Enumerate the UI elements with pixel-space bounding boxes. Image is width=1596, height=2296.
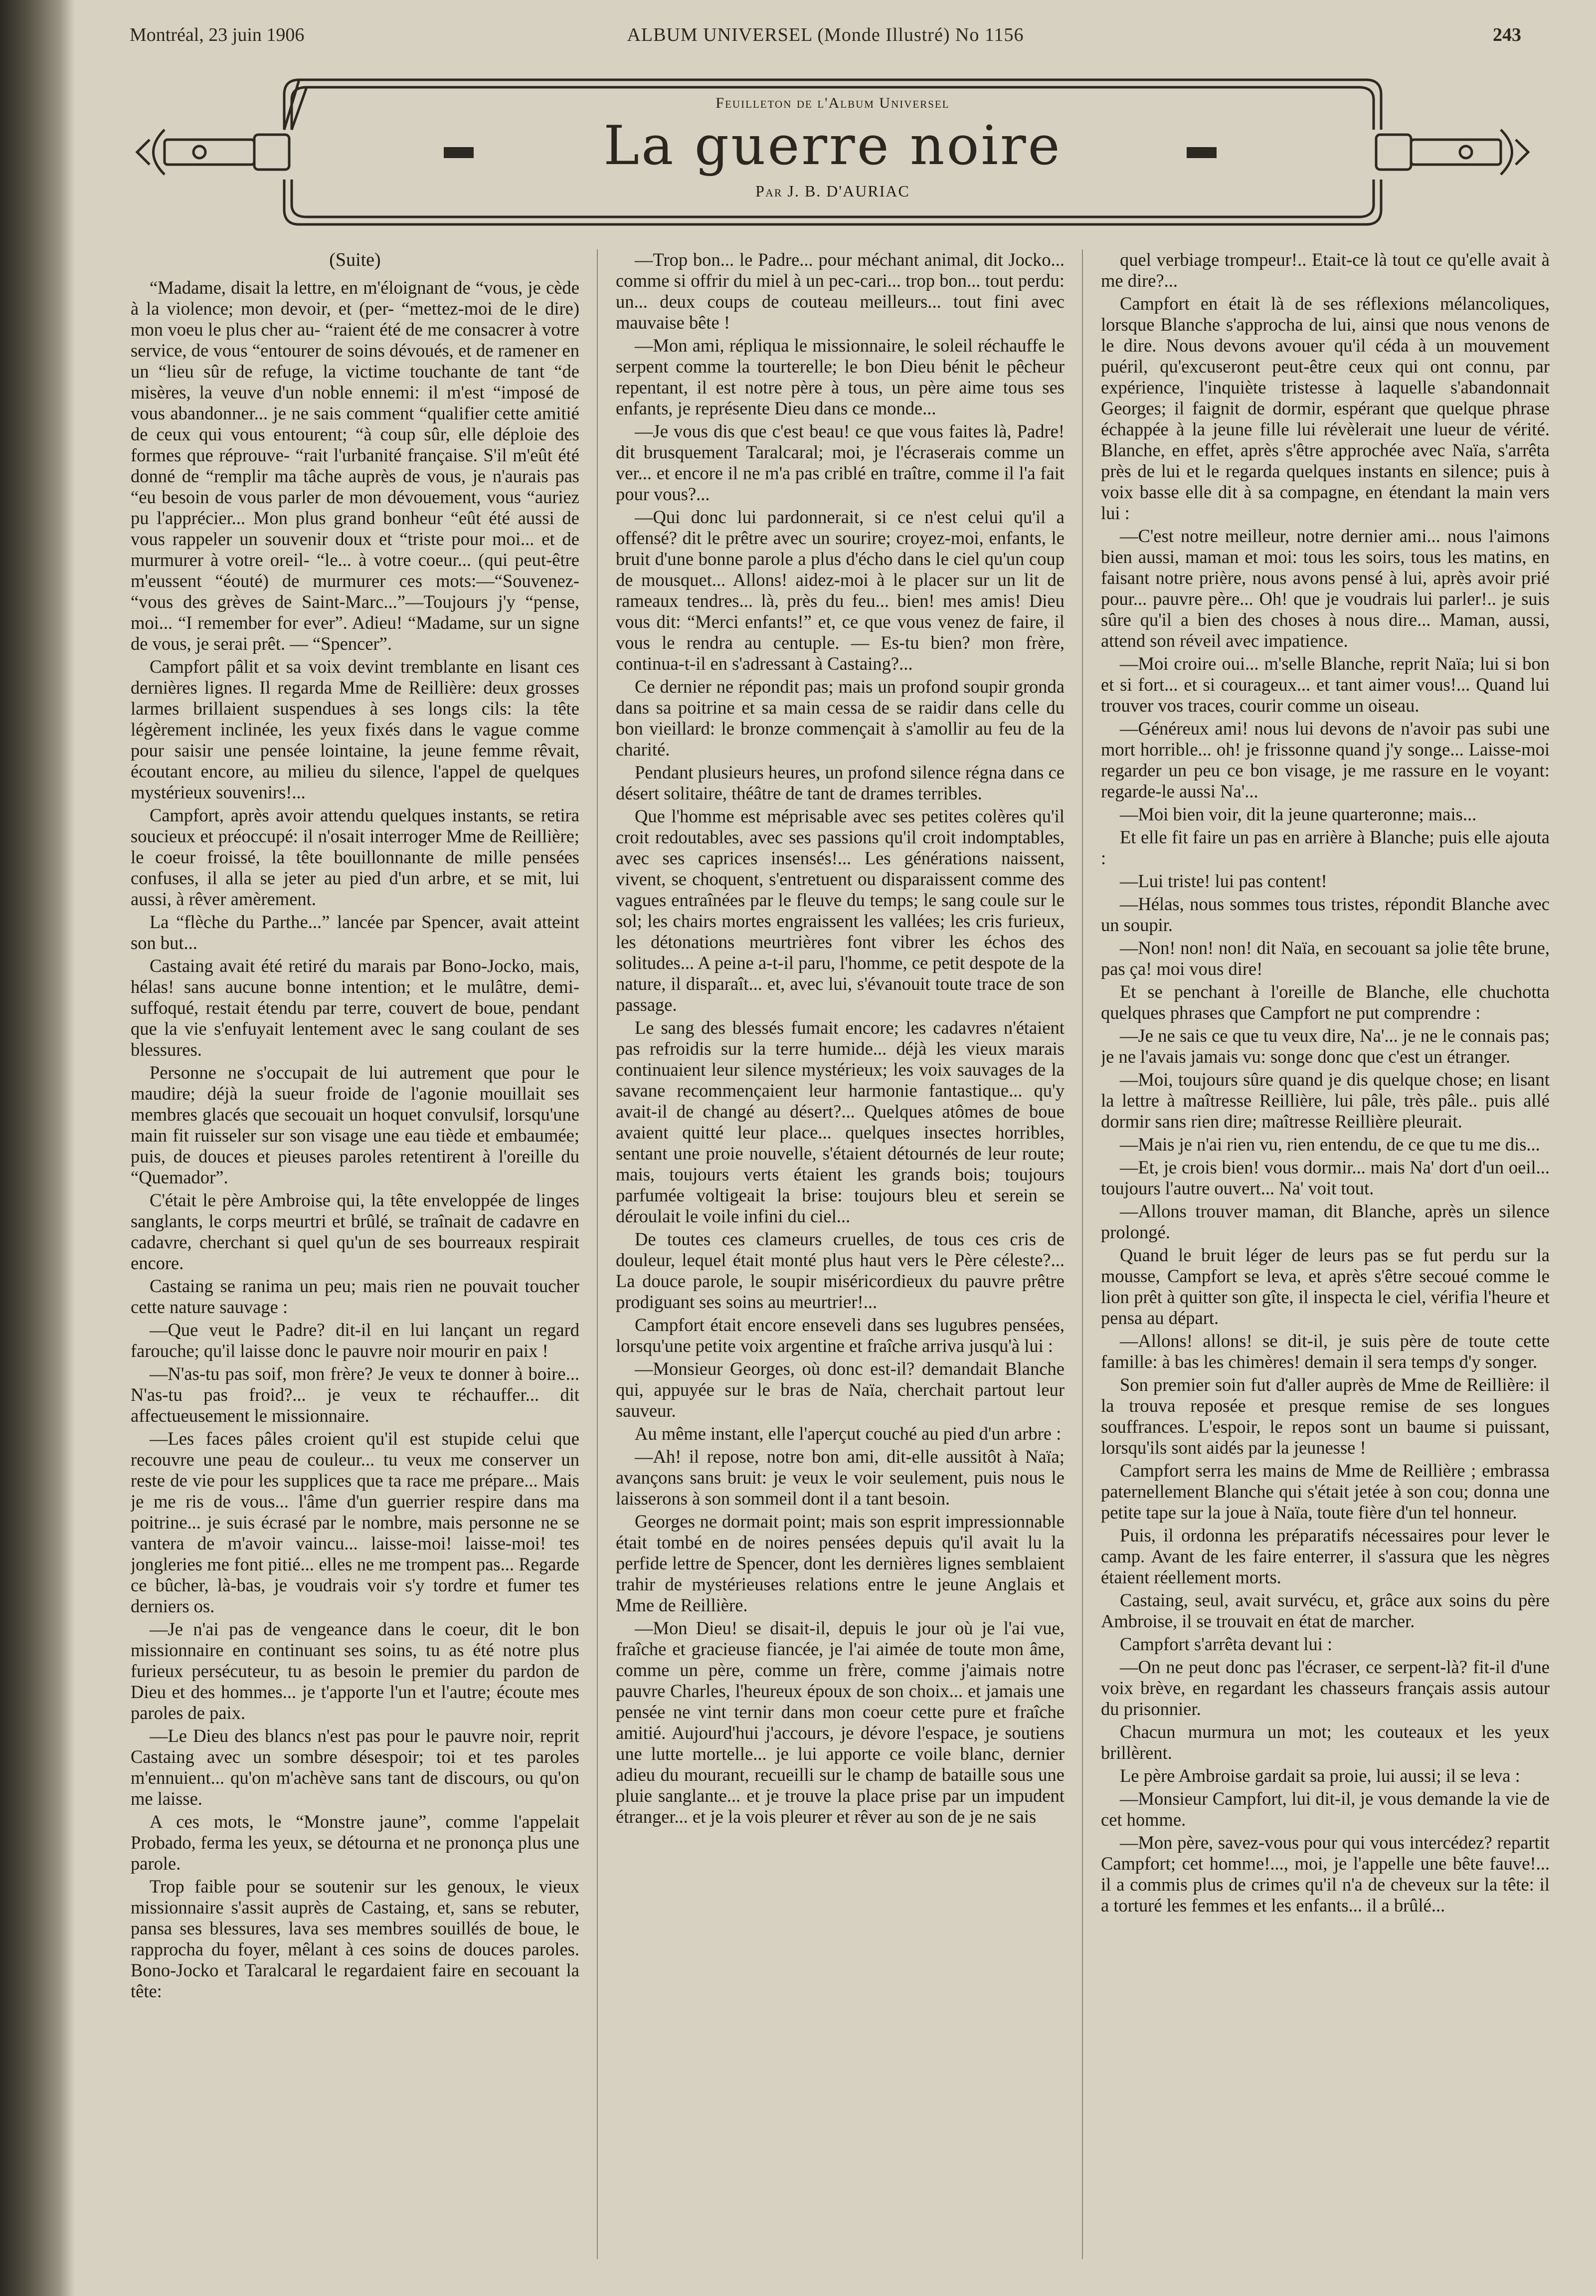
- paragraph: —Mon ami, répliqua le missionnaire, le soleil réchauffe le serpent comme la tourterelle; le bon Dieu bénit le pêcheur repentant, il est notre père à tous, un père aime tous ses enfants, je représente Dieu dans ce monde...: [616, 335, 1064, 418]
- binding-shadow: [0, 0, 75, 2296]
- paragraph: —Non! non! non! dit Naïa, en secouant sa jolie tête brune, pas ça! moi vous dire!: [1101, 938, 1550, 979]
- paragraph: Ce dernier ne répondit pas; mais un profond soupir gronda dans sa poitrine et sa main cessa de se raidir dans celle du bon vieillard: le bronze commençait à s'amollir au feu de la charité.: [616, 676, 1064, 760]
- paragraph: —Monsieur Campfort, lui dit-il, je vous demande la vie de cet homme.: [1101, 1788, 1550, 1830]
- paragraph: —Les faces pâles croient qu'il est stupide celui que recouvre une peau de couleur... tu veux me conserver un reste de vie pour les supplices que ta race me prépare... Mais je me ris de vous... l'âme d'un guerrier respire dans ma poitrine... je suis écrasé par le nombre, mais personne ne se vantera de m'avoir vaincu... laisse-moi! laisse-moi! tes jongleries me font pitié... elles ne me trompent pas... Regarde ce bûcher, là-bas, je voudrais voir s'y tordre et fumer tes derniers os.: [131, 1428, 579, 1616]
- paragraph: —C'est notre meilleur, notre dernier ami... nous l'aimons bien aussi, maman et moi: tous les soirs, tous les matins, en faisant notre prière, nous avons pensé à lui, après avoir prié pour... pauvre père... Oh! que je voudrais lui parler!.. je suis sûre qu'il a bien des choses à nous dire... Maman, aussi, attend son réveil avec impatience.: [1101, 526, 1550, 651]
- paragraph: —Trop bon... le Padre... pour méchant animal, dit Jocko... comme si offrir du miel à un pec-cari... trop bon... tout perdu: un... deux coups de couteau meilleurs... tout fini avec mauvaise bête !: [616, 249, 1064, 333]
- paragraph: —Je n'ai pas de vengeance dans le coeur, dit le bon missionnaire en continuant ses soins, tu as été notre plus furieux persécuteur, tu as besoin le premier du pardon de Dieu et des hommes... je t'apporte l'un et l'autre; écoute mes paroles de paix.: [131, 1619, 579, 1723]
- paragraph: —Je vous dis que c'est beau! ce que vous faites là, Padre! dit brusquement Taralcaral; moi, je l'écraserais comme un ver... et encore il ne m'a pas criblé en traître, comme il l'a fait pour vous?...: [616, 421, 1064, 504]
- paragraph: —Généreux ami! nous lui devons de n'avoir pas subi une mort horrible... oh! je frissonne quand j'y songe... Laisse-moi regarder un peu ce bon visage, je me rassure en le voyant: regarde-le aussi Na'...: [1101, 718, 1550, 801]
- column-2: [616, 249, 1064, 2259]
- paragraph: —Allons trouver maman, dit Blanche, après un silence prolongé.: [1101, 1201, 1550, 1242]
- paragraph: Personne ne s'occupait de lui autrement que pour le maudire; déjà la sueur froide de l'agonie mouillait ses membres glacés que secouait un hoquet convulsif, lorsqu'une main fit ruisseler sur son visage une eau tiède et embaumée; puis, de douces et pieuses paroles retentirent à l'oreille du “Quemador”.: [131, 1062, 579, 1187]
- suite-marker: (Suite): [329, 249, 381, 270]
- paragraph: —Mon père, savez-vous pour qui vous intercédez? repartit Campfort; cet homme!..., moi, je l'appelle une bête fauve!... il a commis plus de crimes qu'il n'a de cheveux sur la tête: il a torturé les femmes et les enfants... il a brûlé...: [1101, 1832, 1550, 1915]
- running-head: [130, 24, 1521, 59]
- paragraph: Chacun murmura un mot; les couteaux et les yeux brillèrent.: [1101, 1722, 1550, 1763]
- paragraph: Campfort serra les mains de Mme de Reillière ; embrassa paternellement Blanche qui s'était jetée à son cou; donna une petite tape sur la joue à Naïa, toute fière d'un tel honneur.: [1101, 1460, 1550, 1523]
- paragraph: Campfort était encore enseveli dans ses lugubres pensées, lorsqu'une petite voix argentine et fraîche arriva jusqu'à lui :: [616, 1315, 1064, 1356]
- publication-title: ALBUM UNIVERSEL (Monde Illustré) No 1156: [627, 24, 1024, 45]
- page-number: 243: [1493, 24, 1521, 45]
- paragraph: —Le Dieu des blancs n'est pas pour le pauvre noir, reprit Castaing avec un sombre désespoir; toi et tes paroles m'ennuient... qu'on m'achève sans tant de discours, ou qu'on me laisse.: [131, 1725, 579, 1809]
- paragraph: C'était le père Ambroise qui, la tête enveloppée de linges sanglants, le corps meurtri et brûlé, se traînait de cadavre en cadavre, cherchant si quel qu'un de ses bourreaux respirait encore.: [131, 1190, 579, 1273]
- text-columns: [131, 249, 1550, 2259]
- column-rule: [597, 249, 598, 2259]
- paragraph: Campfort, après avoir attendu quelques instants, se retira soucieux et préoccupé: il n'osait interroger Mme de Reillière; le coeur froissé, la tête bouillonnante de mille pensées confuses, il alla se jeter au pied d'un arbre, et se mit, lui aussi, à rêver amèrement.: [131, 805, 579, 909]
- paragraph: —Lui triste! lui pas content!: [1120, 871, 1327, 891]
- paragraph: La “flèche du Parthe...” lancée par Spencer, avait atteint son but...: [131, 912, 579, 953]
- paragraph: —Qui donc lui pardonnerait, si ce n'est celui qu'il a offensé? dit le prêtre avec un sourire; croyez-moi, enfants, le bruit d'une bonne parole a plus d'écho dans le ciel qu'un coup de mousquet... Allons! aidez-moi à le placer sur un lit de rameaux tendres... là, près du feu... bien! mes amis! Dieu vous dit: “Merci enfants!” et, ce que vous venez de faire, il vous le rendra au centuple. — Es-tu bien? mon frère, continua-t-il en s'adressant à Castaing?...: [616, 507, 1064, 674]
- paragraph: Castaing avait été retiré du marais par Bono-Jocko, mais, hélas! sans aucune bonne intention; et le mulâtre, demi-suffoqué, restait étendu par terre, couvert de boue, pendant que la vie s'enfuyait lentement avec le sang coulant de ses blessures.: [131, 956, 579, 1060]
- paragraph: —Je ne sais ce que tu veux dire, Na'... je ne le connais pas; je ne l'avais jamais vu: songe donc que c'est un étranger.: [1101, 1025, 1550, 1067]
- paragraph: “Madame, disait la lettre, en m'éloignant de “vous, je cède à la violence; mon devoir, et (per- “mettez-moi de le dire) mon voeu le plus cher au- “raient été de me consacrer à votre service, de vous “entourer de soins dévoués, et de ramener en un “lieu sûr de refuge, la victime touchante de tant “de misères, la veuve d'un noble ennemi: il m'est “imposé de vous abandonner... je ne sais comment “qualifier cette amitié de ceux qui vous entourent; “à coup sûr, elle déploie des formes que réprouve- “rait l'urbanité française. S'il m'eût été donné de “remplir ma tâche auprès de vous, je n'aurais pas “eu besoin de vous parler de mon dévouement, vous “auriez pu l'apprécier... Mon plus grand bonheur “eût été aussi de vous rappeler un souvenir doux et “triste pour moi... et de murmurer à votre oreil- “le... à votre coeur... (qui peut-être m'eussent “éouté) de murmurer ces mots:—“Souvenez- “vous des grèves de Saint-Marc...”—Toujours j'y “pense, moi... “I remember for ever”. Adieu! “Madame, sur un signe de vous, je serai prêt. — “Spencer”.: [131, 277, 579, 654]
- issue-date: Montréal, 23 juin 1906: [130, 24, 305, 45]
- paragraph: De toutes ces clameurs cruelles, de tous ces cris de douleur, lequel était monté plus haut vers le Père céleste?... La douce parole, le soupir miséricordieux du pauvre prêtre prodiguant ses soins au meurtrier!...: [616, 1229, 1064, 1312]
- paragraph: Puis, il ordonna les préparatifs nécessaires pour lever le camp. Avant de les faire enterrer, il s'assura que les nègres étaient réellement morts.: [1101, 1525, 1550, 1587]
- column-rule: [1082, 249, 1083, 2259]
- paragraph: Son premier soin fut d'aller auprès de Mme de Reillière: il la trouva reposée et presque remise de ses longues souffrances. L'espoir, le repos sont un baume si puissant, lorsqu'ils sont aidés par la jeunesse !: [1101, 1374, 1550, 1458]
- paragraph: Pendant plusieurs heures, un profond silence régna dans ce désert solitaire, théâtre de tant de drames terribles.: [616, 762, 1064, 803]
- feuilleton-kicker: Feuilleton de l'Album Universel: [715, 95, 950, 111]
- paragraph: Trop faible pour se soutenir sur les genoux, le vieux missionnaire s'assit auprès de Castaing, et, sans se rebuter, pansa ses blessures, lava ses membres souillés de boue, le rapprocha du foyer, mêlant à ces soins de douces paroles. Bono-Jocko et Taralcaral le regardaient faire en secouant la tête:: [131, 1876, 579, 2001]
- paragraph: Le père Ambroise gardait sa proie, lui aussi; il se leva :: [1120, 1765, 1520, 1786]
- paragraph: —On ne peut donc pas l'écraser, ce serpent-là? fit-il d'une voix brève, en regardant les chasseurs français assis autour du prisonnier.: [1101, 1657, 1550, 1719]
- paragraph: A ces mots, le “Monstre jaune”, comme l'appelait Probado, ferma les yeux, se détourna et ne prononça plus une parole.: [131, 1811, 579, 1874]
- column-1: [131, 249, 579, 2259]
- paragraph: Campfort pâlit et sa voix devint tremblante en lisant ces dernières lignes. Il regarda Mme de Reillière: deux grosses larmes brillaient suspendues à ses longs cils: la tête légèrement inclinée, les yeux fixés dans le vague comme pour saisir une pensée lointaine, la jeune femme rêvait, écoutant encore, au milieu du silence, l'appel de quelques mystérieux souvenirs!...: [131, 656, 579, 802]
- paragraph: Campfort en était là de ses réflexions mélancoliques, lorsque Blanche s'approcha de lui, ainsi que nous venons de le dire. Nous devons avouer qu'il céda à un mouvement puéril, qu'excuseront peut-être ceux qui ont connu, par expérience, l'inquiète tristesse à laquelle s'abandonnait Georges; il faignit de dormir, espérant que quelque phrase échappée à la jeune fille lui révèlerait une lueur de vérité. Blanche, en effet, après s'être approchée avec Naïa, s'arrêta près de lui et le regarda quelques instants en silence; puis à voix basse elle dit à sa compagne, en étendant la main vers lui :: [1101, 293, 1550, 523]
- paragraph: Au même instant, elle l'aperçut couché au pied d'un arbre :: [635, 1423, 1062, 1444]
- feuilleton-banner: [135, 70, 1531, 234]
- paragraph: —Moi bien voir, dit la jeune quarteronne; mais...: [1120, 804, 1477, 824]
- paragraph: —Que veut le Padre? dit-il en lui lançant un regard farouche; qu'il laisse donc le pauvre noir mourir en paix !: [131, 1320, 579, 1361]
- paragraph: Le sang des blessés fumait encore; les cadavres n'étaient pas refroidis sur la terre humide... déjà les vieux marais continuaient leur silence mystérieux; les voix sauvages de la savane recommençaient leur harmonie fantastique... qu'y avait-il de changé au désert?... Quelques atômes de boue avaient quitté leur place... quelques insectes horribles, sentant une proie nouvelle, s'étaient détournés de leur route; mais, toujours verts étaient les grands bois; toujours parfumée voltigeait la brise: toujours bleu et serein se déroulait le voile infini du ciel...: [616, 1017, 1064, 1226]
- paragraph: Quand le bruit léger de leurs pas se fut perdu sur la mousse, Campfort se leva, et après s'être secoué comme le lion prêt à quitter son gîte, il inspecta le ciel, vérifia l'heure et pensa au départ.: [1101, 1245, 1550, 1328]
- paragraph: —N'as-tu pas soif, mon frère? Je veux te donner à boire... N'as-tu pas froid?... je veux te réchauffer... dit affectueusement le missionnaire.: [131, 1363, 579, 1426]
- paragraph: Georges ne dormait point; mais son esprit impressionnable était tombé en de noires pensées depuis qu'il avait lu la perfide lettre de Spencer, dont les dernières lignes semblaient trahir de mystérieuses relations entre le jeune Anglais et Mme de Reillière.: [616, 1511, 1064, 1615]
- author-byline: Par J. B. D'AURIAC: [755, 182, 910, 200]
- story-title: La guerre noire: [603, 115, 1062, 177]
- paragraph: Campfort s'arrêta devant lui :: [1120, 1634, 1333, 1654]
- paragraph: —Hélas, nous sommes tous tristes, répondit Blanche avec un soupir.: [1101, 894, 1550, 935]
- paragraph: —Moi croire oui... m'selle Blanche, reprit Naïa; lui si bon et si fort... et si courageux... et tant aimer vous!... Quand lui trouver vos traces, courir comme un oiseau.: [1101, 653, 1550, 716]
- paragraph: —Mais je n'ai rien vu, rien entendu, de ce que tu me dis...: [1120, 1134, 1540, 1154]
- paragraph: —Ah! il repose, notre bon ami, dit-elle aussitôt à Naïa; avançons sans bruit: je veux le voir seulement, puis nous le laisserons à son sommeil dont il a tant besoin.: [616, 1446, 1064, 1509]
- paragraph: —Et, je crois bien! vous dormir... mais Na' dort d'un oeil... toujours l'autre ouvert... Na' voit tout.: [1101, 1157, 1550, 1198]
- paragraph: —Moi, toujours sûre quand je dis quelque chose; en lisant la lettre à maîtresse Reillière, lui pâle, très pâle.. puis allé dormir sans rien dire; maîtresse Reillière pleurait.: [1101, 1069, 1550, 1132]
- paragraph: —Mon Dieu! se disait-il, depuis le jour où je l'ai vue, fraîche et gracieuse fiancée, je l'ai aimée de toute mon âme, comme un père, comme un frère, comme j'aimais notre pauvre Charles, l'heureux époux de son choix... et jamais une pensée ne vint ternir dans mon coeur cette pure et fraîche amitié. Aujourd'hui j'accours, je dévore l'espace, je soutiens une lutte mortelle... je lui apporte ce voile blanc, dernier adieu du mourant, recueilli sur le champ de bataille sous une pluie sanglante... et je trouve la place prise par un impudent étranger... et je la vois pleurer et rêver au son de je ne sais: [616, 1618, 1064, 1827]
- column-3: [1101, 249, 1550, 2259]
- paragraph: Et elle fit faire un pas en arrière à Blanche; puis elle ajouta :: [1101, 827, 1550, 868]
- paragraph: —Monsieur Georges, où donc est-il? demandait Blanche qui, appuyée sur le bras de Naïa, cherchait partout leur sauveur.: [616, 1358, 1064, 1421]
- paragraph: Que l'homme est méprisable avec ses petites colères qu'il croit redoutables, avec ses passions qu'il croit indomptables, avec ses caprices insensés!... Les générations naissent, vivent, se choquent, s'entretuent ou disparaissent comme des vagues entraînées par le fleuve du temps; le sang coule sur le sol; les chairs mortes engraissent les vallées; les cris furieux, les détonations meurtrières font vibrer les échos des solitudes... A peine a-t-il paru, l'homme, ce petit despote de la nature, il disparaît... et, avec lui, s'évanouit toute trace de son passage.: [616, 806, 1064, 1015]
- paragraph: Castaing se ranima un peu; mais rien ne pouvait toucher cette nature sauvage :: [131, 1276, 579, 1317]
- paragraph: —Allons! allons! se dit-il, je suis père de toute cette famille: à bas les chimères! demain il sera temps d'y songer.: [1101, 1331, 1550, 1372]
- paragraph: Castaing, seul, avait survécu, et, grâce aux soins du père Ambroise, il se trouvait en état de marcher.: [1101, 1590, 1550, 1631]
- paragraph: quel verbiage trompeur!.. Etait-ce là tout ce qu'elle avait à me dire?...: [1101, 249, 1550, 291]
- paragraph: Et se penchant à l'oreille de Blanche, elle chuchotta quelques phrases que Campfort ne put comprendre :: [1101, 981, 1550, 1023]
